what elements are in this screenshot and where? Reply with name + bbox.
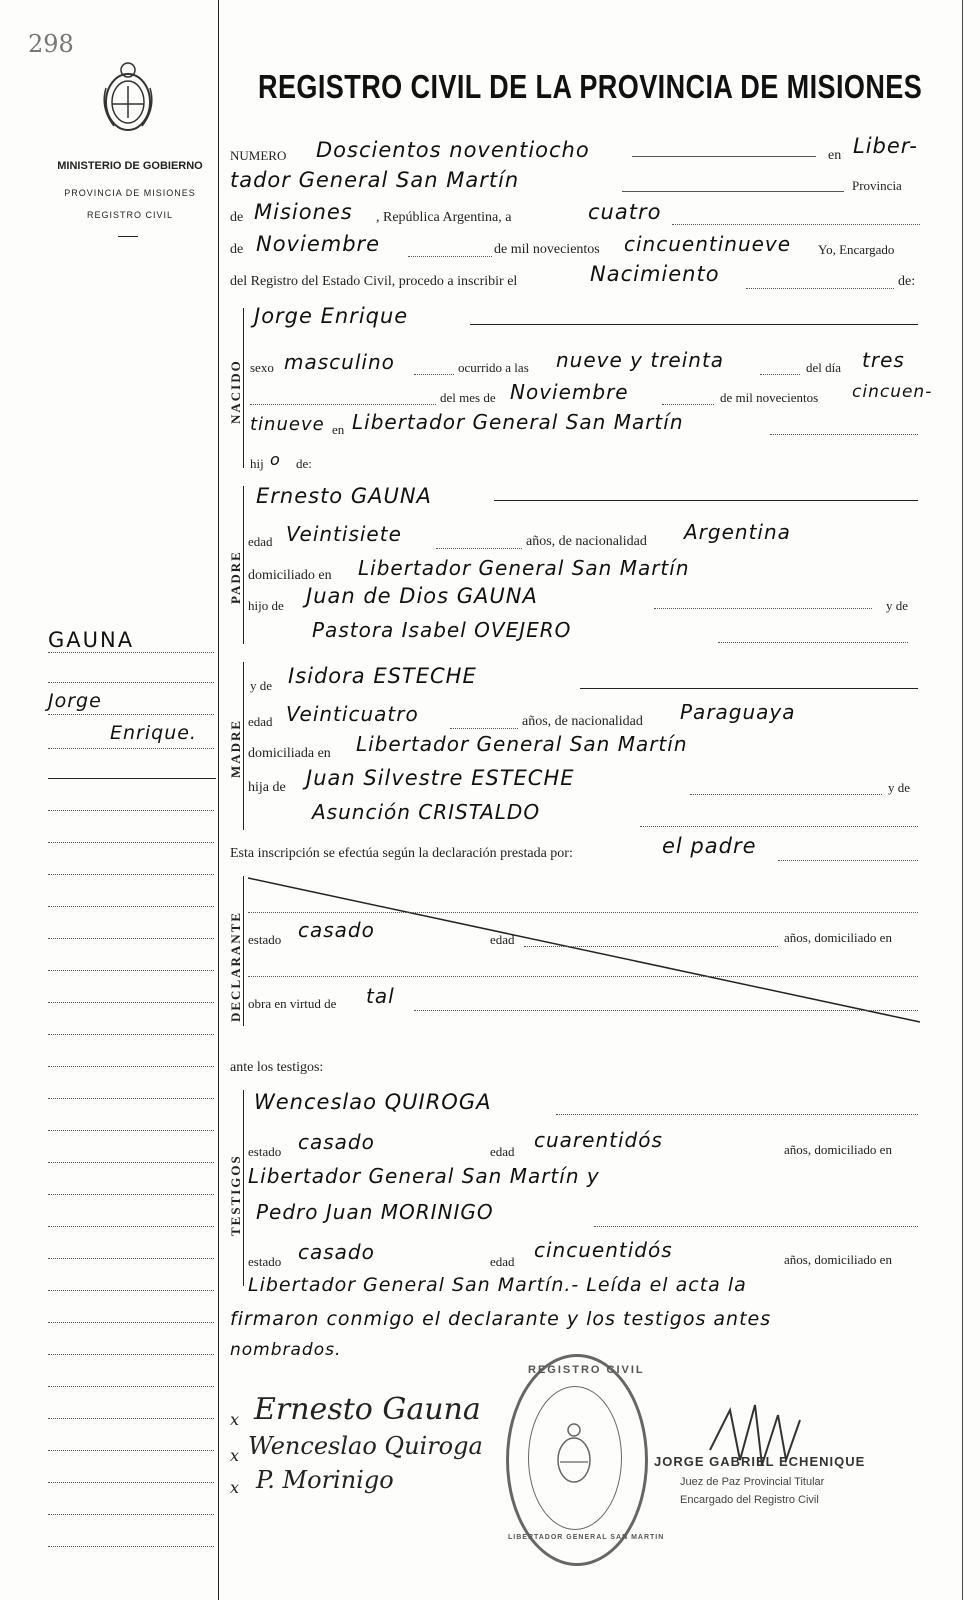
firma-2: Wenceslao Quiroga [248,1432,483,1460]
margin-solid-rule [48,778,216,779]
numero-value: Doscientos noventiocho [316,138,590,162]
mes-rule [408,256,492,257]
madre-madre-de: Asunción CRISTALDO [312,800,541,824]
margin-rule-12 [48,1034,214,1035]
sexo-label: sexo [250,360,274,375]
acto-rule [746,288,894,289]
mes-nacimiento: Noviembre [510,380,629,404]
madre-nombre: Isidora ESTECHE [288,664,477,688]
margin-nombre-1: Jorge [48,690,102,712]
padre-madre-de: Pastora Isabel OVEJERO [312,618,572,642]
seal-emblem-icon [550,1420,598,1492]
nacido-nombre: Jorge Enrique [254,304,409,328]
declaracion-por: el padre [662,834,757,858]
page-border-right [962,0,963,1600]
margin-rule-14 [48,1098,214,1099]
margin-rule-16 [48,1162,214,1163]
madre-hija-de-label: hija de [248,780,286,795]
mes-lead-rule [250,404,436,405]
declarante-label: DECLARANTE [228,910,243,1022]
madre-domicilio: Libertador General San Martín [356,732,688,756]
declarante-edad-rule [524,946,778,947]
ocurrido-label: ocurrido a las [458,360,529,375]
cierre-linea-1: firmaron conmigo el declarante y los testigos antes [230,1308,772,1330]
testigo-2-nombre: Pedro Juan MORINIGO [256,1200,494,1224]
testigo-1-edad: cuarentidós [534,1128,663,1152]
testigo-1-estado: casado [298,1130,375,1154]
padre-padre-de: Juan de Dios GAUNA [306,584,538,608]
dia-rule [672,224,920,225]
testigo-2-edad-label: edad [490,1254,515,1269]
declarante-strike [244,876,924,1026]
declarante-anios-label: años, domiciliado en [784,930,892,945]
judge-name: JORGE GABRIEL ECHENIQUE [654,1454,866,1469]
dia-value: cuatro [588,200,662,224]
lugar-nac-rule [770,434,918,435]
margin-rule-4 [48,748,214,749]
testigo-2-domicilio: Libertador General San Martín.- Leída el acta la [248,1274,747,1296]
margin-rule-22 [48,1354,214,1355]
margin-rule-21 [48,1322,214,1323]
firma-1: Ernesto Gauna [254,1392,481,1427]
margin-rule-3 [48,714,214,715]
de-label-2: de [230,242,244,257]
margin-rule-26 [48,1482,214,1483]
margin-rule-18 [48,1226,214,1227]
padre-label: PADRE [228,550,243,604]
declarante-rule-1 [248,912,918,913]
declarante-rule-2 [248,976,918,977]
ministry-underline [118,236,138,237]
declarante-obra-label: obra en virtud de [248,996,337,1011]
madre-nacionalidad: Paraguaya [680,700,796,724]
margin-rule-11 [48,1002,214,1003]
margin-rule-17 [48,1194,214,1195]
hij-de-label: de: [296,456,312,471]
de-label: de [230,210,244,225]
margin-rule-20 [48,1290,214,1291]
testigo-2-estado-label: estado [248,1254,282,1269]
mil-nac-label: de mil novecientos [720,390,819,405]
testigo-1-estado-label: estado [248,1144,282,1159]
padre-y-de-label: y de [886,598,909,613]
madre-y-de-label-2: y de [888,780,911,795]
anio-nac-2: tinueve [250,414,325,435]
padre-edad: Veintisiete [286,522,402,546]
del-mes-label: del mes de [440,390,496,405]
place-part-1: Liber- [853,134,918,158]
numero-label: NUMERO [230,148,287,163]
ante-testigos-label: ante los testigos: [230,1060,324,1075]
madre-madre-rule [640,826,918,827]
padre-nombre: Ernesto GAUNA [256,484,432,508]
coat-of-arms-icon [96,58,160,138]
en-nac-label: en [332,422,345,437]
nacido-nombre-rule [470,324,918,325]
del-dia-label: del día [806,360,842,375]
firma-2-mark: x [230,1446,240,1465]
testigos-label: TESTIGOS [228,1154,243,1236]
declaracion-text: Esta inscripción se efectúa según la declaración prestada por: [230,846,573,861]
margin-rule-7 [48,874,214,875]
anio-value: cincuentinueve [624,232,792,256]
nacido-label: NACIDO [228,359,243,424]
mes-nac-rule [662,404,714,405]
testigo-2-anios-label: años, domiciliado en [784,1252,892,1267]
numero-rule [632,156,816,157]
madre-edad-label: edad [248,714,273,729]
anio-nac-1: cincuen- [852,382,933,402]
margin-rule-28 [48,1546,214,1547]
testigo-1-domicilio: Libertador General San Martín y [248,1164,600,1188]
page-border-left [218,0,219,1600]
declarante-obra: tal [366,984,395,1008]
seal-bottom-text: LIBERTADOR GENERAL SAN MARTIN [508,1534,665,1541]
acto-value: Nacimiento [590,262,720,286]
padre-edad-label: edad [248,534,273,549]
testigo-1-anios-label: años, domiciliado en [784,1142,892,1157]
mil-label: de mil novecientos [494,242,600,257]
padre-nac-label: años, de nacionalidad [526,534,647,549]
testigo-1-nombre: Wenceslao QUIROGA [254,1090,492,1114]
office-label: REGISTRO CIVIL [86,210,173,220]
margin-rule-23 [48,1386,214,1387]
firma-3: P. Morinigo [256,1466,394,1494]
seal-top-text: REGISTRO CIVIL [528,1364,645,1376]
margin-rule-9 [48,938,214,939]
hij-suffix: o [270,450,281,469]
padre-edad-rule [436,548,522,549]
madre-nac-label: años, de nacionalidad [522,714,643,729]
madre-nombre-rule [580,688,918,689]
sexo-value: masculino [284,350,395,374]
margin-rule-15 [48,1130,214,1131]
madre-edad-rule [450,728,518,729]
dia-nacimiento: tres [862,348,905,372]
margin-rule-25 [48,1450,214,1451]
judge-title-2: Encargado del Registro Civil [680,1494,819,1506]
margin-rule-2 [48,682,214,683]
de-colon: de: [898,274,916,289]
margin-rule-5 [48,810,214,811]
place-part-2: tador General San Martín [230,168,520,192]
madre-padre-de: Juan Silvestre ESTECHE [306,766,575,790]
margin-rule-13 [48,1066,214,1067]
madre-y-de-label: y de [250,678,273,693]
declarante-estado: casado [298,918,375,942]
province-label: PROVINCIA DE MISIONES [64,188,196,198]
margin-rule-27 [48,1514,214,1515]
margin-rule-8 [48,906,214,907]
sexo-rule [414,374,454,375]
ministry-label: MINISTERIO DE GOBIERNO [57,160,203,172]
firma-1-mark: x [230,1410,240,1429]
margin-rule-6 [48,842,214,843]
margin-rule-24 [48,1418,214,1419]
declarante-edad-label: edad [490,932,515,947]
padre-dom-label: domiciliado en [248,568,332,583]
provincia-label: Provincia [852,178,902,193]
cierre-linea-2: nombrados. [230,1340,342,1360]
madre-padre-rule [690,794,882,795]
registro-text: del Registro del Estado Civil, procedo a inscribir el [230,274,518,289]
padre-madre-rule [718,642,908,643]
page-number: 298 [28,30,74,58]
hij-label: hij [250,456,264,471]
margin-rule-1 [48,652,214,653]
judge-title-1: Juez de Paz Provincial Titular [680,1476,825,1488]
padre-domicilio: Libertador General San Martín [358,556,690,580]
margin-rule-10 [48,970,214,971]
declaracion-rule [778,860,918,861]
declarante-obra-rule [414,1010,918,1011]
testigo-1-edad-label: edad [490,1144,515,1159]
padre-nacionalidad: Argentina [684,520,791,544]
margin-nombre-2: Enrique. [110,722,197,744]
madre-dom-label: domiciliada en [248,746,331,761]
en-label: en [828,148,842,163]
madre-label: MADRE [228,718,243,778]
testigo-2-edad: cincuentidós [534,1238,673,1262]
declarante-estado-label: estado [248,932,282,947]
margin-apellido: GAUNA [48,628,135,652]
yo-label: Yo, Encargado [818,242,895,257]
place-rule [622,191,844,192]
padre-nombre-rule [494,500,918,501]
republica-label: , República Argentina, a [376,210,512,225]
provincia-value: Misiones [254,200,353,224]
testigo-1-nombre-rule [556,1114,918,1115]
padre-padre-rule [654,608,872,609]
margin-rule-19 [48,1258,214,1259]
testigo-2-estado: casado [298,1240,375,1264]
madre-edad: Veinticuatro [286,702,419,726]
testigo-2-nombre-rule [594,1226,918,1227]
padre-hijo-de-label: hijo de [248,598,284,613]
lugar-nacimiento: Libertador General San Martín [352,410,684,434]
firma-3-mark: x [230,1478,240,1497]
hora-value: nueve y treinta [556,348,725,372]
mes-value: Noviembre [256,232,381,256]
document-title: REGISTRO CIVIL DE LA PROVINCIA DE MISIONES [258,68,923,105]
hora-rule [760,374,800,375]
